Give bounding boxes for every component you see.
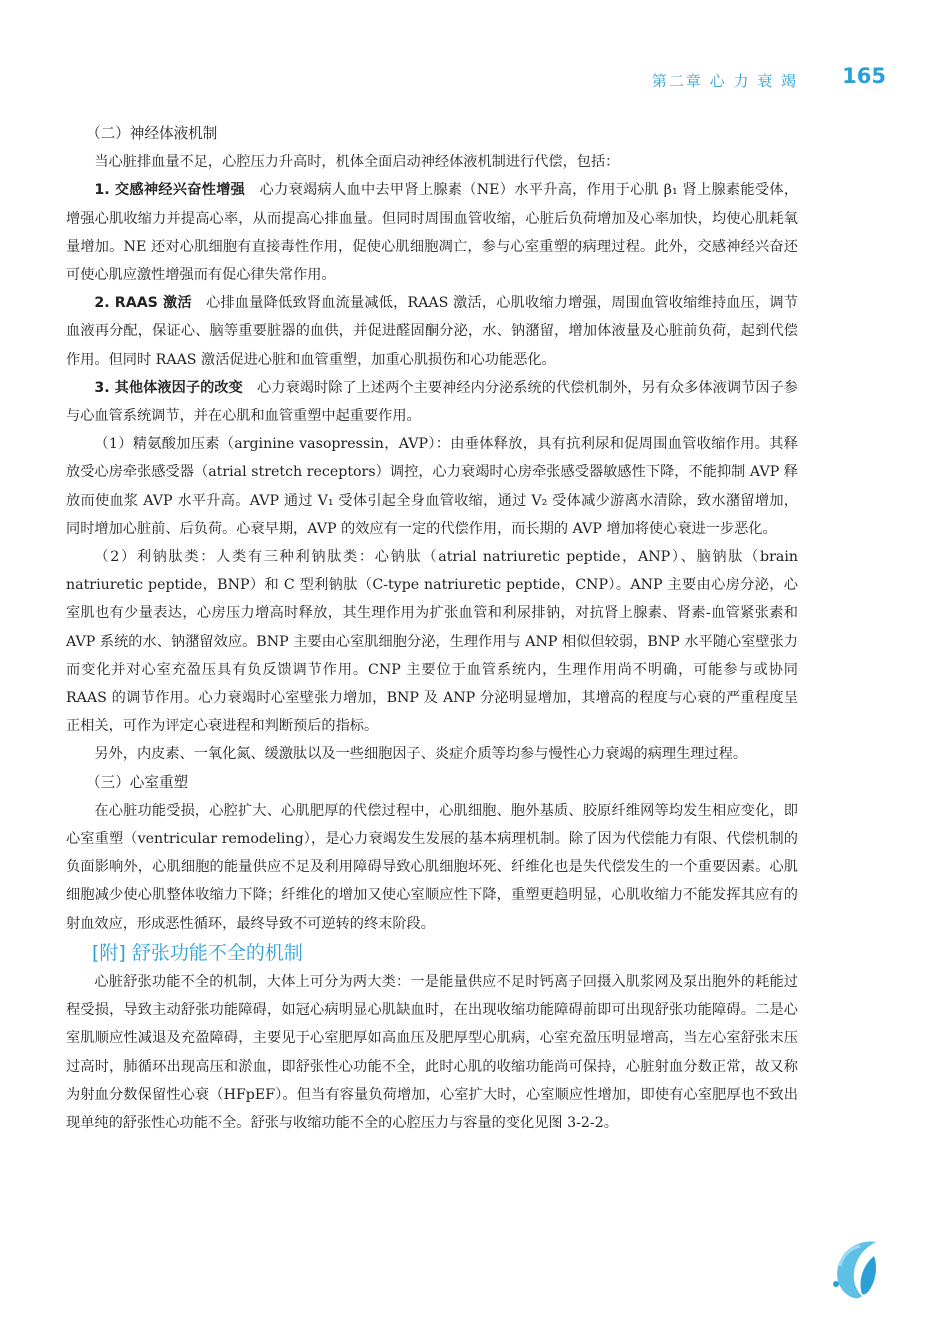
paragraph-body: 心排血量降低致肾血流量减低，RAAS 激活，心肌收缩力增强，周围血管收缩维持血压，调节血液再分配，保证心、脑等重要脏器的血供，并促进醛固酮分泌，水、钠潴留，增加体液量及心脏前负荷，起到代偿作用。但同时 RAAS 激活促进心脏和血管重塑，加重心肌损伤和心功能恶化。 [66,295,798,368]
page-number: 165 [842,64,886,88]
paragraph-remodeling: 在心脏功能受损，心腔扩大、心肌肥厚的代偿过程中，心肌细胞、胞外基质、胶原纤维网等均发生相应变化，即心室重塑（ventricular remodeling），是心力衰竭发生发展的基本病理机制。除了因为代偿能力有限、代偿机制的负面影响外，心肌细胞的能量供应不足及利用障碍导致心肌细胞坏死、纤维化也是失代偿发生的一个重要因素。心肌细胞减少使心肌整体收缩力下降；纤维化的增加又使心室顺应性下降，重塑更趋明显，心肌收缩力不能发挥其应有的射血效应，形成恶性循环，最终导致不可逆转的终末阶段。 [66,802,798,932]
paragraph-body: 心力衰竭病人血中去甲肾上腺素（NE）水平升高，作用于心肌 β₁ 肾上腺素能受体，增强心肌收缩力并提高心率，从而提高心排血量。但同时周围血管收缩，心脏后负荷增加及心率加快，均使心肌耗氧量增加。NE 还对心肌细胞有直接毒性作用，促使心肌细胞凋亡，参与心室重塑的病理过程。此外，交感神经兴奋还可使心肌应激性增强而有促心律失常作用。 [66,182,799,284]
paragraph-avp: （1）精氨酸加压素（arginine vasopressin，AVP）：由垂体释放，具有抗利尿和促周围血管收缩作用。其释放受心房牵张感受器（atrial stretch receptors）调控，心力衰竭时心房牵张感受器敏感性下降，不能抑制 AVP 释放而使血浆 AVP 水平升高。AVP 通过 V₁ 受体引起全身血管收缩，通过 V₂ 受体减少游离水清除，致水潴留增加，同时增加心脏前、后负荷。心衰早期，AVP 的效应有一定的代偿作用，而长期的 AVP 增加将使心衰进一步恶化。 [66,436,798,537]
paragraph-humoral-factors [66,374,798,430]
paragraph-lead: 1. 交感神经兴奋性增强 [94,182,246,199]
paragraph-body: 心力衰竭时除了上述两个主要神经内分泌系统的代偿机制外，另有众多体液调节因子参与心血管系统调节，并在心肌和血管重塑中起重要作用。 [66,379,798,425]
paragraph-diastolic: 心脏舒张功能不全的机制，大体上可分为两大类：一是能量供应不足时钙离子回摄入肌浆网及泵出胞外的耗能过程受损，导致主动舒张功能障碍，如冠心病明显心肌缺血时，在出现收缩功能障碍前即可出现舒张功能障碍。二是心室肌顺应性减退及充盈障碍，主要见于心室肥厚如高血压及肥厚型心肌病，心室充盈压明显增高，当左心室舒张末压过高时，肺循环出现高压和淤血，即舒张性心功能不全，此时心肌的收缩功能尚可保持，心脏射血分数正常，故又称为射血分数保留性心衰（HFpEF）。但当有容量负荷增加，心室扩大时，心室顺应性增加，即使有心室肥厚也不致出现单纯的舒张性心功能不全。舒张与收缩功能不全的心腔压力与容量的变化见图 3-2-2。 [66,973,798,1131]
page-content [66,120,798,1137]
appendix-heading: [附] 舒张功能不全的机制 [92,941,303,964]
section-heading-remodeling: （三）心室重塑 [86,773,189,791]
section-heading-neurohumoral: （二）神经体液机制 [86,125,218,142]
paragraph-other-factors: 另外，内皮素、一氧化氮、缓激肽以及一些细胞因子、炎症介质等均参与慢性心力衰竭的病理生理过程。 [94,746,748,763]
publisher-logo-icon [816,1226,886,1306]
paragraph-natriuretic: （2）利钠肽类：人类有三种利钠肽类：心钠肽（atrial natriuretic peptide，ANP）、脑钠肽（brain natriuretic peptide，BNP）和 C 型利钠肽（C-type natriuretic peptide，CNP）。ANP 主要由心房分泌，心室肌也有少量表达，心房压力增高时释放，其生理作用为扩张血管和利尿排钠，对抗肾上腺素、肾素-血管紧张素和 AVP 系统的水、钠潴留效应。BNP 主要由心室肌细胞分泌，生理作用与 ANP 相似但较弱，BNP 水平随心室壁张力而变化并对心室充盈压具有负反馈调节作用。CNP 主要位于血管系统内，生理作用尚不明确，可能参与或协同 RAAS 的调节作用。心力衰竭时心室壁张力增加，BNP 及 ANP 分泌明显增加，其增高的程度与心衰的严重程度呈正相关，可作为评定心衰进程和判断预后的指标。 [66,549,798,735]
paragraph-raas [66,289,798,374]
paragraph-lead: 2. RAAS 激活 [94,295,192,312]
chapter-title: 第二章 心 力 衰 竭 [651,72,798,90]
paragraph-intro: 当心脏排血量不足，心腔压力升高时，机体全面启动神经体液机制进行代偿，包括： [94,154,620,171]
page-header [60,64,890,94]
paragraph-sympathetic [66,176,798,289]
paragraph-lead: 3. 其他体液因子的改变 [94,379,243,396]
